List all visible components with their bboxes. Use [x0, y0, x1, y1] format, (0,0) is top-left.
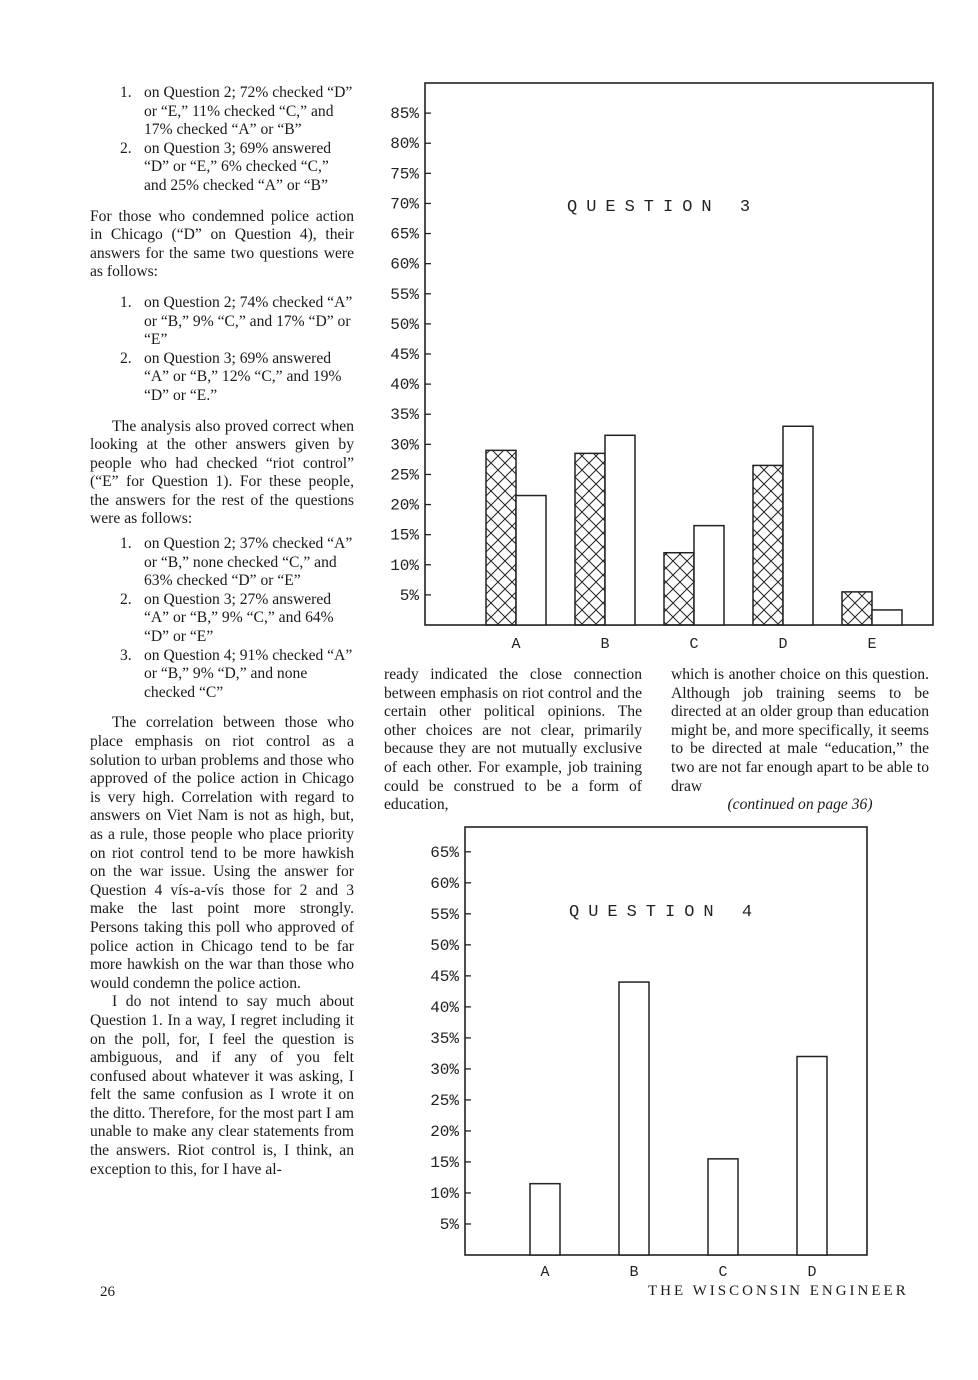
list-item: [90, 647, 354, 703]
y-tick-label: 15%: [430, 1153, 459, 1172]
list-item: [90, 294, 354, 350]
list-text: on Question 3; 69% answered “D” or “E,” 6% checked “C,” and 25% checked “A” or “B”: [144, 139, 332, 194]
bar-d-series-1: [753, 465, 783, 625]
question-4-chart: [412, 823, 882, 1281]
bar-a-series-1: [486, 450, 516, 625]
list-item: [90, 84, 354, 140]
y-tick-label: 35%: [430, 1029, 459, 1048]
y-tick-label: 35%: [390, 406, 419, 425]
list-number: 2.: [120, 349, 132, 367]
y-tick-label: 75%: [390, 165, 419, 184]
y-tick-label: 45%: [390, 346, 419, 364]
bar-d-series-1: [797, 1057, 827, 1255]
y-tick-label: 40%: [390, 376, 419, 395]
list-number: 2.: [120, 139, 132, 157]
paragraph: I do not intend to say much about Question 1. In a way, I regret including it on the poll, for, I feel the question is ambiguous, and if any of you felt confused about whatever it was asking, I felt the same confusion as I wrote it on the ditto. Therefore, for the most part I am unable to make any clear statements from the answers. Riot control is, I think, an exception to this, for I have al-: [90, 993, 354, 1178]
x-axis-label: C: [718, 1264, 728, 1281]
list-number: 1.: [120, 84, 132, 101]
chart-title: QUESTION 4: [569, 903, 762, 922]
bar-d-series-2: [783, 426, 813, 625]
y-tick-label: 20%: [390, 496, 419, 515]
y-tick-label: 50%: [390, 315, 419, 334]
list-text: on Question 3; 27% answered “A” or “B,” 9% “C,” and 64% “D” or “E”: [144, 590, 334, 646]
y-tick-label: 60%: [390, 255, 419, 274]
y-tick-label: 15%: [390, 526, 419, 545]
x-axis-label: A: [511, 636, 521, 653]
y-tick-label: 55%: [430, 905, 459, 924]
list-text: on Question 2; 74% checked “A” or “B,” 9% “C,” and 17% “D” or “E”: [144, 293, 353, 349]
column-2: ready indicated the close connection between emphasis on riot control and the certain other political opinions. The other choices are not clear, primarily because they are not mutually exclusive of each other. For example, job training could be construed to be a form of education,: [384, 666, 642, 814]
question-4-chart-svg: [412, 823, 882, 1281]
column-3-text: which is another choice on this question. Although job training seems to be directed at an older group than education might be, and more specifically, it seems to be directed at male “education,” the two are not far enough apart to be able to draw: [671, 666, 929, 795]
bar-b-series-1: [575, 453, 605, 625]
list-number: 3.: [120, 646, 132, 664]
x-axis-label: D: [778, 636, 788, 653]
results-list-2: [90, 294, 354, 406]
y-tick-label: 85%: [390, 105, 419, 124]
chart-title: QUESTION 3: [567, 198, 760, 217]
y-tick-label: 55%: [390, 285, 419, 304]
list-item: [90, 591, 354, 647]
y-tick-label: 80%: [390, 135, 419, 154]
y-tick-label: 60%: [430, 874, 459, 893]
list-number: 1.: [120, 535, 132, 553]
x-axis-label: B: [629, 1264, 639, 1281]
running-footer: THE WISCONSIN ENGINEER: [648, 1283, 909, 1299]
y-tick-label: 10%: [390, 556, 419, 575]
paragraph: The analysis also proved correct when looking at the other answers given by people who had checked “riot control” (“E” for Question 1). For these people, the answers for the rest of the questions were as follows:: [90, 417, 354, 528]
bar-e-series-2: [872, 610, 902, 625]
y-tick-label: 65%: [430, 843, 459, 862]
list-item: [90, 350, 354, 406]
list-text: on Question 4; 91% checked “A” or “B,” 9% “D,” and none checked “C”: [144, 646, 353, 701]
y-tick-label: 5%: [439, 1215, 459, 1234]
x-axis-label: A: [540, 1264, 550, 1281]
list-text: on Question 2; 37% checked “A” or “B,” none checked “C,” and 63% checked “D” or “E”: [144, 535, 353, 590]
y-tick-label: 70%: [390, 195, 419, 214]
paragraph: For those who condemned police action in Chicago (“D” on Question 4), their answers for the same two questions were as follows:: [90, 207, 354, 281]
list-item: [90, 140, 354, 196]
page-number: 26: [100, 1284, 115, 1300]
x-axis-label: C: [689, 636, 699, 653]
continued-note: (continued on page 36): [727, 796, 873, 814]
column-3: [671, 666, 929, 815]
y-tick-label: 25%: [430, 1091, 459, 1110]
list-text: on Question 2; 72% checked “D” or “E,” 11% checked “C,” and 17% checked “A” or “B”: [144, 84, 353, 139]
list-number: 2.: [120, 590, 132, 608]
question-3-chart-svg: [372, 78, 938, 658]
list-number: 1.: [120, 293, 132, 311]
results-list-3: [90, 535, 354, 702]
bar-c-series-2: [694, 526, 724, 625]
bar-a-series-2: [516, 496, 546, 625]
y-tick-label: 30%: [390, 436, 419, 455]
bar-b-series-2: [605, 435, 635, 625]
x-axis-label: B: [600, 636, 610, 653]
x-axis-label: D: [807, 1264, 817, 1281]
y-tick-label: 65%: [390, 225, 419, 244]
paragraph: The correlation between those who place emphasis on riot control as a solution to urban problems and those who approved of the police action in Chicago is very high. Correlation with regard to answers on Viet Nam is not as high, but, as a rule, those people who place priority on riot control tend to be more hawkish on the war issue. Using the answer for Question 4 vís-a-vís those for 2 and 3 make the last point more strongly. Persons taking this poll who approved of police action in Chicago tend to be far more hawkish on the war than those who would condemn the police action.: [90, 714, 354, 992]
results-list-1: [90, 84, 354, 196]
bar-c-series-1: [664, 553, 694, 625]
y-tick-label: 10%: [430, 1184, 459, 1203]
column-1: [90, 84, 354, 1179]
y-tick-label: 20%: [430, 1122, 459, 1141]
question-3-chart: [372, 78, 938, 658]
y-tick-label: 5%: [399, 586, 419, 605]
y-tick-label: 40%: [430, 998, 459, 1017]
bar-e-series-1: [842, 592, 872, 625]
bar-b-series-1: [619, 982, 649, 1255]
x-axis-label: E: [867, 636, 877, 653]
bar-a-series-1: [530, 1184, 560, 1255]
y-tick-label: 25%: [390, 466, 419, 485]
list-item: [90, 535, 354, 591]
y-tick-label: 30%: [430, 1060, 459, 1079]
y-tick-label: 45%: [430, 967, 459, 986]
bar-c-series-1: [708, 1159, 738, 1255]
y-tick-label: 50%: [430, 936, 459, 955]
list-text: on Question 3; 69% answered “A” or “B,” 12% “C,” and 19% “D” or “E.”: [144, 349, 342, 404]
